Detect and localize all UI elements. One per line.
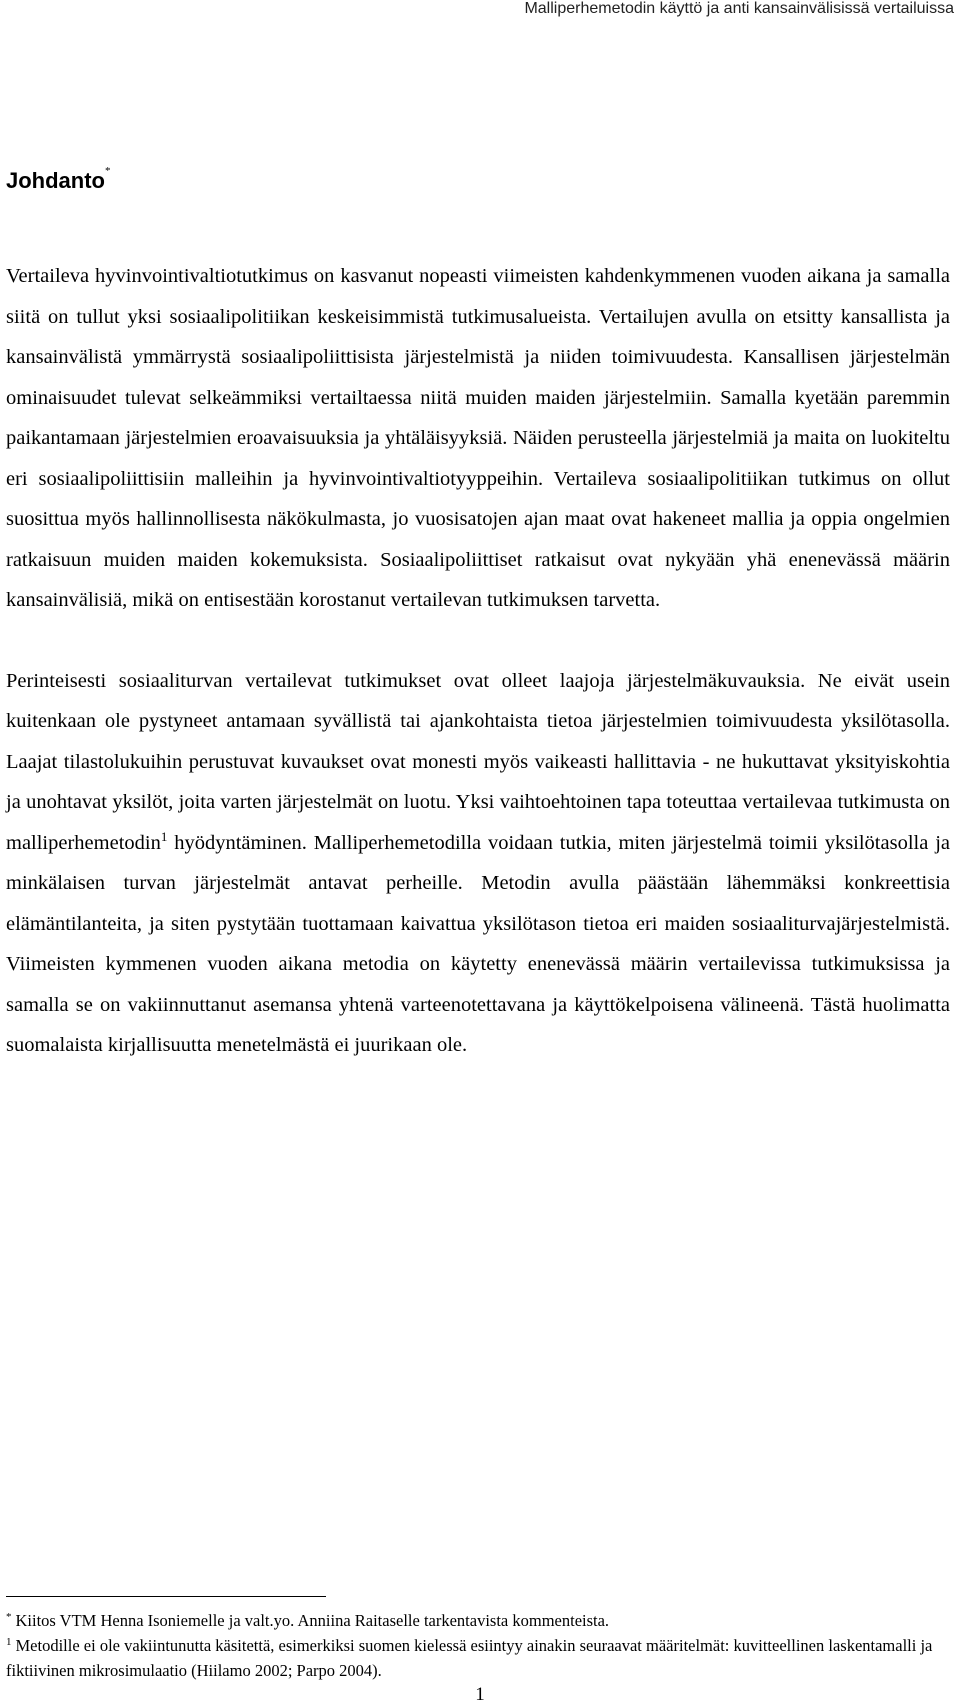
footnote-reference-1[interactable]: 1 <box>160 828 168 844</box>
footnote-1 <box>6 1633 950 1683</box>
paragraph-1: Vertaileva hyvinvointivaltiotutkimus on kasvanut nopeasti viimeisten kahdenkymmenen vuoden aikana ja samalla siitä on tullut yksi sosiaalipolitiikan keskeisimmistä tutkimusalueista. Vertailujen avulla on etsitty kansallista ja kansainvälistä ymmärrystä sosiaalipoliittisista järjestelmistä ja niiden toimivuudesta. Kansallisen järjestelmän ominaisuudet tulevat selkeämmiksi vertailtaessa niitä muiden maiden järjestelmiin. Samalla kyetään paremmin paikantamaan järjestelmien eroavaisuuksia ja yhtäläisyyksiä. Näiden perusteella järjestelmiä ja maita on luokiteltu eri sosiaalipoliittisiin malleihin ja hyvinvointivaltiotyyppeihin. Vertaileva sosiaalipolitiikan tutkimus on ollut suosittua myös hallinnollisesta näkökulmasta, jo vuosisatojen ajan maat ovat hakeneet mallia ja oppia ongelmien ratkaisuun muiden maiden kokemuksista. Sosiaalipoliittiset ratkaisut ovat nykyään yhä enenevässä määrin kansainvälisiä, mikä on entisestään korostanut vertailevan tutkimuksen tarvetta. <box>6 265 950 611</box>
footnote-text: Metodille ei ole vakiintunutta käsitettä, esimerkiksi suomen kielessä esiintyy ainakin seuraavat määritelmät: kuvitteellinen laskentamalli ja fiktiivinen mikrosimulaatio (Hiilamo 2002; Parpo 2004). <box>6 1636 933 1680</box>
footnote-acknowledgement <box>6 1608 950 1633</box>
paragraph-2-after: hyödyntäminen. Malliperhemetodilla voidaan tutkia, miten järjestelmä toimii yksilötasolla ja minkälaisen turvan järjestelmät antavat perheille. Metodin avulla päästään lähemmäksi konkreettisia elämäntilanteita, ja siten pystytään tuottamaan kaivattua yksilötason tietoa eri maiden sosiaaliturvajärjestelmistä. Viimeisten kymmenen vuoden aikana metodia on käytetty enenevässä määrin vertailevissa tutkimuksissa ja samalla se on vakiinnuttanut asemansa yhtenä varteenotettavana ja käyttökelpoisena välineenä. Tästä huolimatta suomalaista kirjallisuutta menetelmästä ei juurikaan ole. <box>6 831 950 1056</box>
section-title <box>6 164 111 194</box>
body-text <box>6 256 950 1066</box>
paragraph-2-before: Perinteisesti sosiaaliturvan vertailevat tutkimukset ovat olleet laajoja järjestelmäkuvauksia. Ne eivät usein kuitenkaan ole pystyneet antamaan syvällistä tai ajankohtaista tietoa järjestelmien toimivuudesta yksilötasolla. Laajat tilastolukuihin perustuvat kuvaukset ovat monesti myös vaikeasti hallittavia - ne hukuttavat yksityiskohtia ja unohtavat yksilöt, joita varten järjestelmät on luotu. Yksi vaihtoehtoinen tapa toteuttaa vertailevaa tutkimusta on malliperhemetodin <box>6 669 950 854</box>
paragraph-2 <box>6 661 950 1066</box>
footnotes <box>6 1608 950 1683</box>
footnote-divider <box>6 1596 326 1597</box>
title-footnote-mark: * <box>105 164 111 177</box>
section-title-text: Johdanto <box>6 168 105 193</box>
page-number: 1 <box>475 1684 485 1705</box>
footnote-mark: * <box>6 1611 12 1623</box>
running-header: Malliperhemetodin käyttö ja anti kansainvälisissä vertailuissa <box>524 0 954 17</box>
footnote-mark: 1 <box>6 1636 12 1648</box>
footnote-text: Kiitos VTM Henna Isoniemelle ja valt.yo. Anniina Raitaselle tarkentavista kommenteista. <box>15 1611 610 1630</box>
